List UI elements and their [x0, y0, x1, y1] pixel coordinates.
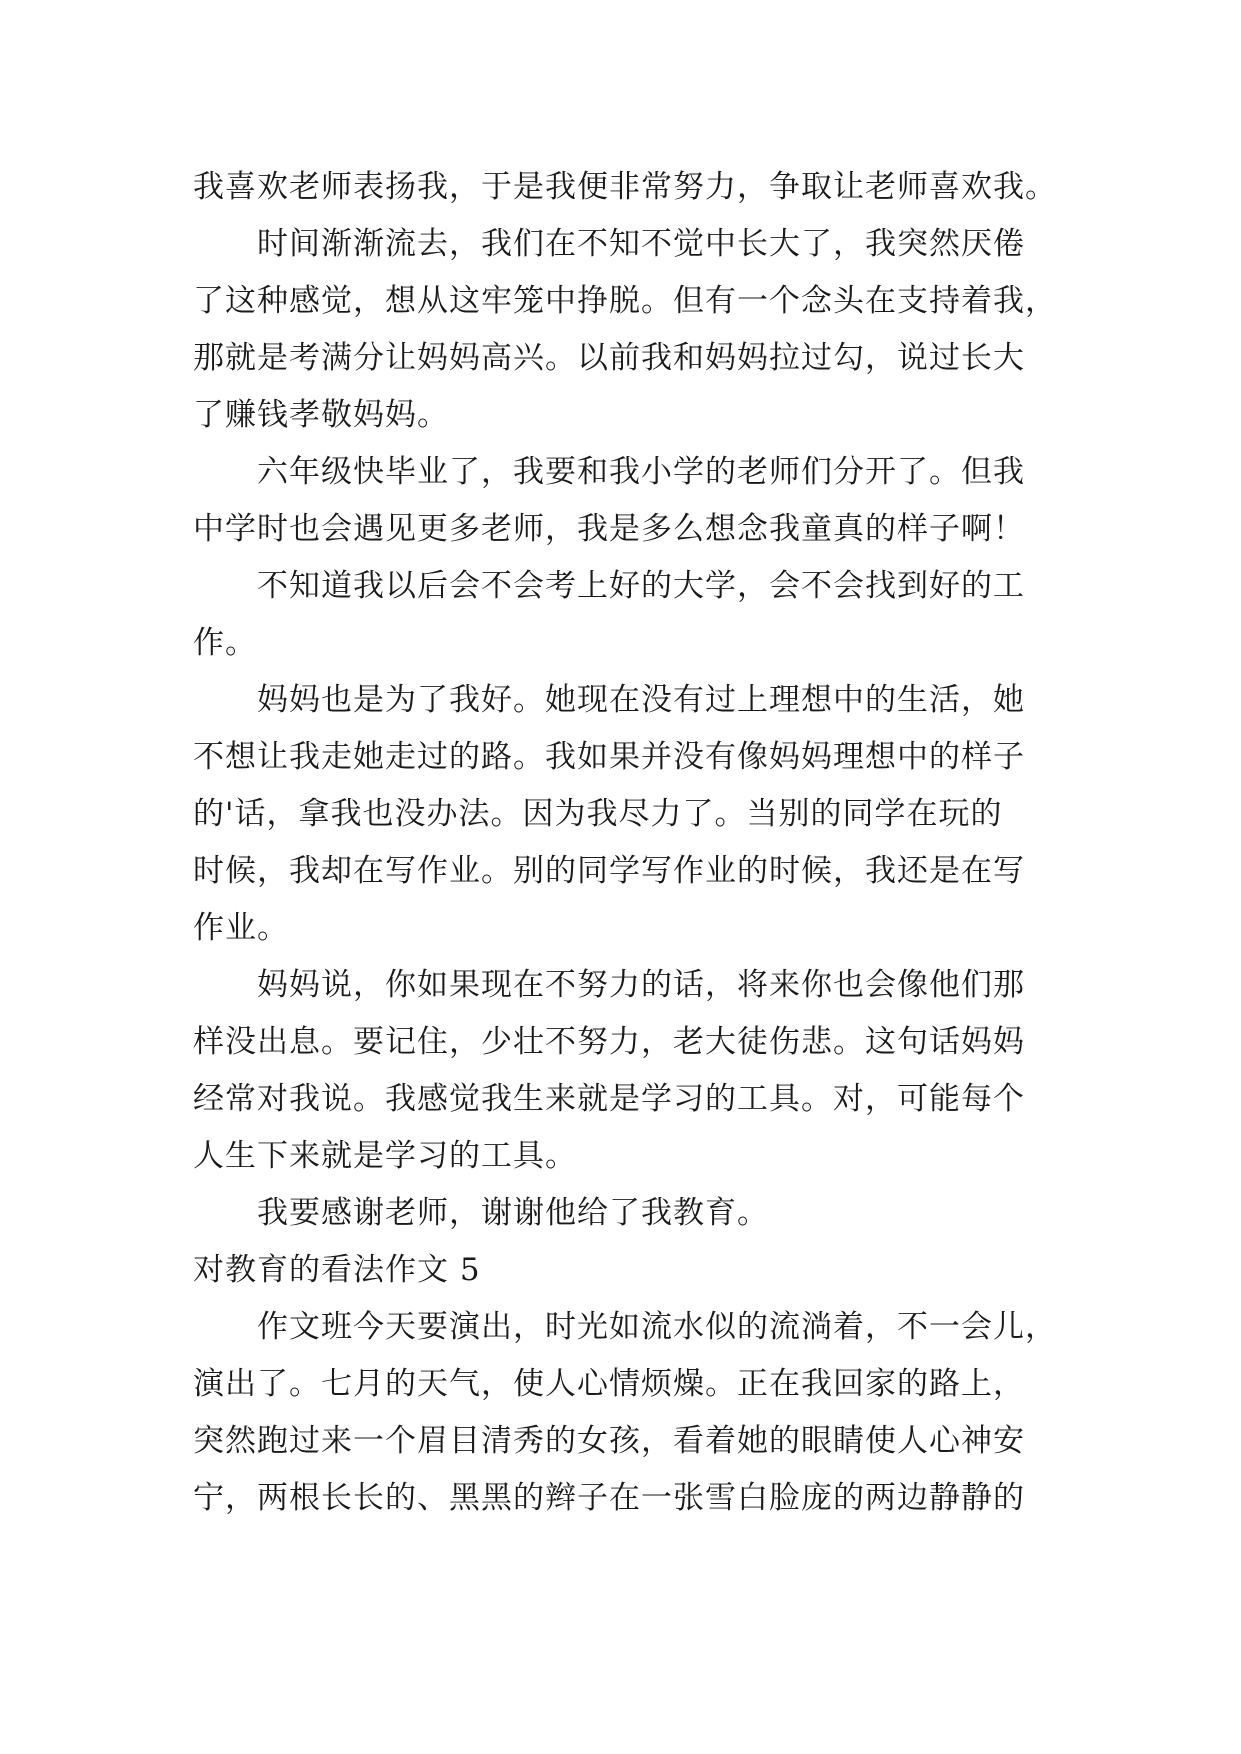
text-line: 演出了。七月的天气，使人心情烦燥。正在我回家的路上，: [193, 1366, 1025, 1402]
text-line: 时候，我却在写作业。别的同学写作业的时候，我还是在写: [193, 853, 1025, 889]
text-line: 中学时也会遇见更多老师，我是多么想念我童真的样子啊！: [193, 511, 1025, 547]
text-line: 宁，两根长长的、黑黑的辫子在一张雪白脸庞的两边静静的: [193, 1480, 1025, 1516]
paragraph-first-line: 妈妈也是为了我好。她现在没有过上理想中的生活，她: [257, 682, 1025, 718]
text-line: 作。: [193, 625, 257, 661]
text-line: 不想让我走她走过的路。我如果并没有像妈妈理想中的样子: [193, 739, 1025, 775]
text-line: 的'话，拿我也没办法。因为我尽力了。当别的同学在玩的: [193, 796, 1003, 832]
text-line: 突然跑过来一个眉目清秀的女孩，看着她的眼睛使人心神安: [193, 1423, 1025, 1459]
paragraph-first-line: 妈妈说，你如果现在不努力的话，将来你也会像他们那: [257, 967, 1025, 1003]
text-line: 经常对我说。我感觉我生来就是学习的工具。对，可能每个: [193, 1081, 1025, 1117]
paragraph-first-line: 我要感谢老师，谢谢他给了我教育。: [257, 1195, 769, 1231]
section-heading: 对教育的看法作文 5: [193, 1252, 481, 1288]
text-line: 作业。: [193, 910, 289, 946]
text-line: 样没出息。要记住，少壮不努力，老大徒伤悲。这句话妈妈: [193, 1024, 1025, 1060]
paragraph-first-line: 六年级快毕业了，我要和我小学的老师们分开了。但我: [257, 454, 1025, 490]
text-line: 人生下来就是学习的工具。: [193, 1138, 577, 1174]
text-line: 那就是考满分让妈妈高兴。以前我和妈妈拉过勾，说过长大: [193, 340, 1025, 376]
text-line: 了这种感觉，想从这牢笼中挣脱。但有一个念头在支持着我，: [193, 283, 1057, 319]
text-line: 我喜欢老师表扬我，于是我便非常努力，争取让老师喜欢我。: [193, 169, 1057, 205]
paragraph-first-line: 不知道我以后会不会考上好的大学，会不会找到好的工: [257, 568, 1025, 604]
text-line: 了赚钱孝敬妈妈。: [193, 397, 449, 433]
paragraph-first-line: 时间渐渐流去，我们在不知不觉中长大了，我突然厌倦: [257, 226, 1025, 262]
paragraph-first-line: 作文班今天要演出，时光如流水似的流淌着，不一会儿，: [257, 1309, 1057, 1345]
